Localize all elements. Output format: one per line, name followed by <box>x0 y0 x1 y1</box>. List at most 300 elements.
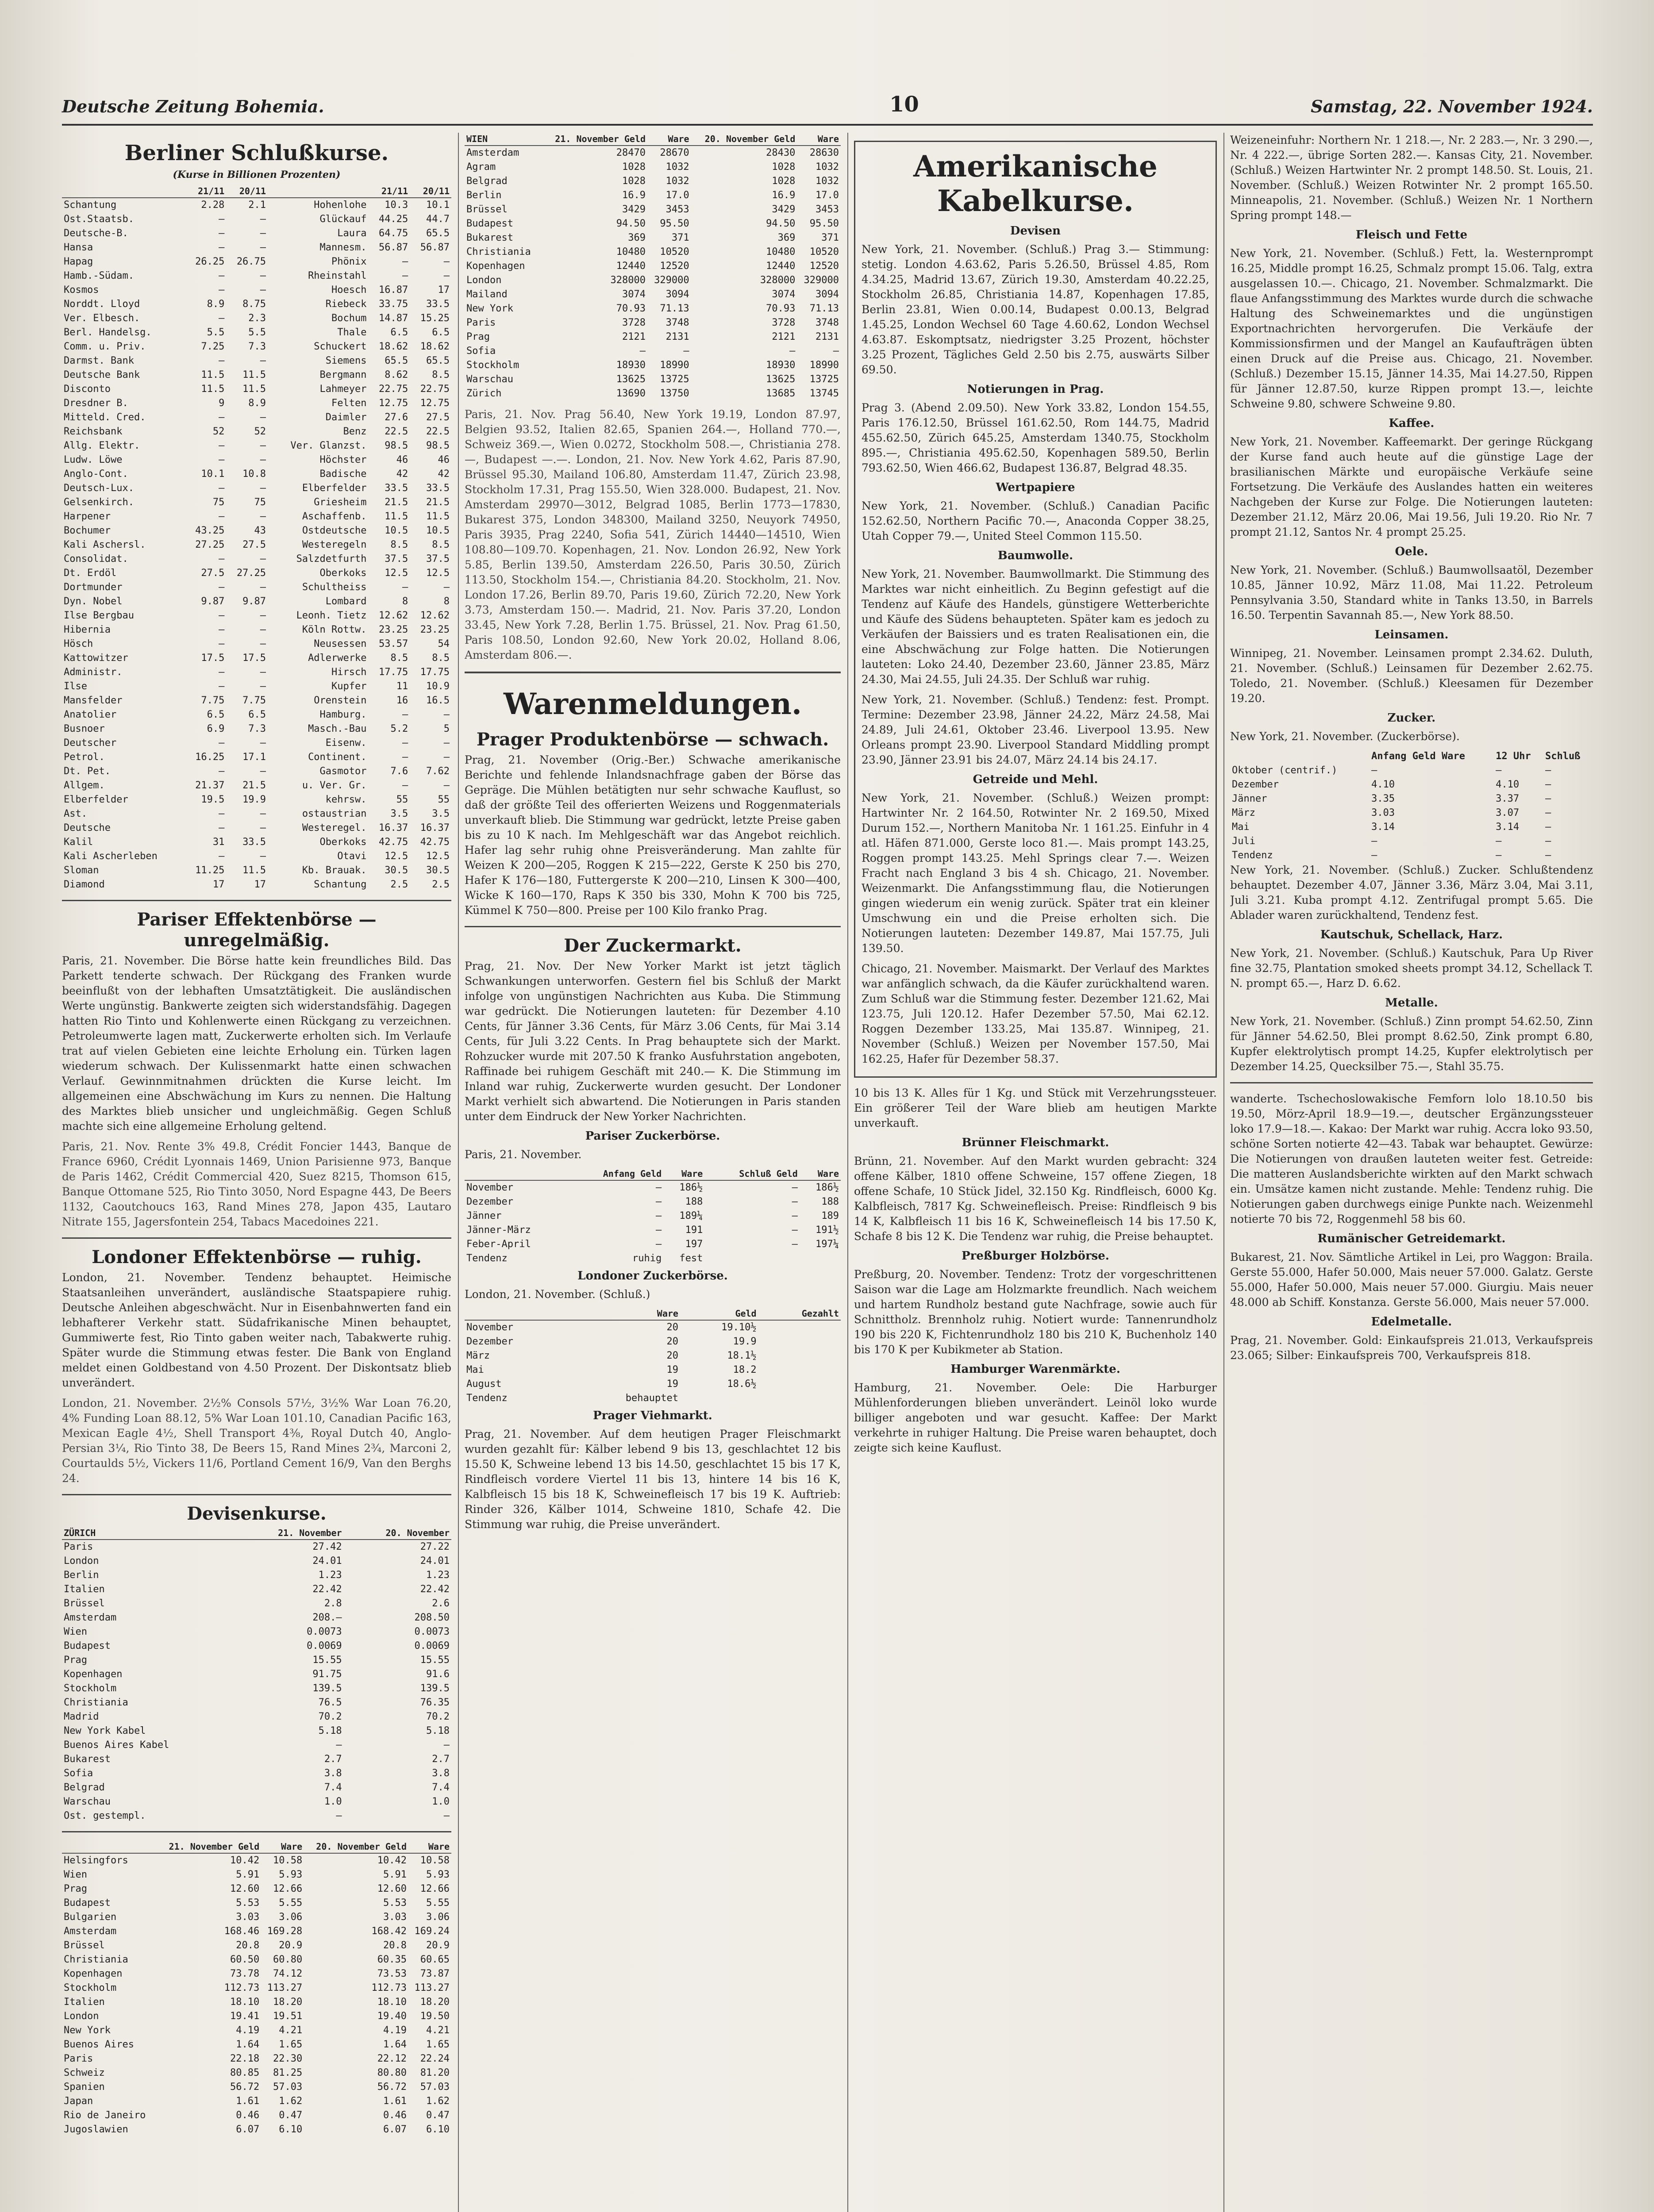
table-cell: Schultheiss <box>302 582 367 593</box>
table-cell: 12.66 <box>273 1883 303 1894</box>
table-cell: Italien <box>64 1584 105 1595</box>
berlin-quote-row <box>62 411 451 425</box>
table-cell: 1.65 <box>279 2039 303 2050</box>
getreide-report: New York, 21. November. (Schluß.) Weizen prompt: Hartwinter Nr. 2 164.50, Rotwinter Nr. 2 169.50, Mixed Durum 152.—, Northern Manitoba Nr. 1 161.25. Einfuhr in 4 atl. Häfen 871.000, Gerste loco 81.—. Mais prompt 143.25, Roggen prompt 143.25. Mehl Springs clear 7.—. Weizen Fracht nach England 3 bis 4 sh. Chicago, 21. November. Weizenmarkt. Die Anfangsstimmung flau, die Notierungen gingen wiederum ein wenig zurück. Später trat ein kleiner Umschwung ein und die Preise erholten sich. Die Notierungen lauteten: Dezember 149.87, Mai 157.75, Juli 139.50. <box>862 791 1209 955</box>
table-cell: 1.0 <box>324 1796 342 1807</box>
berlin-quote-row <box>62 311 451 326</box>
table-cell: 27.25 <box>236 568 266 579</box>
zurich-rate-row <box>62 1767 451 1781</box>
berlin-quote-row <box>62 595 451 609</box>
table-cell: 22.75 <box>378 384 408 395</box>
wien-rate-row <box>465 203 841 217</box>
table-cell: — <box>219 553 225 565</box>
table-cell: 9.87 <box>242 596 266 607</box>
table-cell: 18.1½ <box>727 1350 757 1361</box>
table-cell <box>758 1320 841 1335</box>
table-cell: 1032 <box>665 176 689 187</box>
table-cell: 3748 <box>665 317 689 328</box>
devisen-heading: Devisenkurse. <box>187 1503 327 1524</box>
table-cell: 3453 <box>815 204 839 215</box>
table-cell: 27.5 <box>201 568 225 579</box>
table-cell: 24.01 <box>420 1555 450 1567</box>
prager-produkten-heading: Prager Produktenbörse — schwach. <box>476 729 829 750</box>
zurich-rate-row <box>62 1809 451 1823</box>
table-cell: 13750 <box>660 388 689 399</box>
table-cell: Wien <box>64 1869 87 1880</box>
table-cell: Lombard <box>325 596 367 607</box>
table-cell: Harpener <box>64 511 111 522</box>
table-cell: — <box>655 1210 662 1221</box>
table-cell: 22.24 <box>420 2053 450 2064</box>
table-cell: 65.5 <box>385 355 408 366</box>
table-cell: 4.21 <box>279 2025 303 2036</box>
berlin-devisen-row <box>62 2080 451 2094</box>
table-cell: 30.5 <box>385 865 408 876</box>
table-cell: 0.0069 <box>414 1640 450 1651</box>
table-cell: 18.62 <box>378 341 408 352</box>
viehmarkt-heading: Prager Viehmarkt. <box>593 1409 712 1422</box>
hamburger-subheading: Hamburger Warenmärkte. <box>950 1363 1120 1376</box>
table-cell: 3.5 <box>390 808 408 819</box>
table-cell: — <box>260 242 266 253</box>
table-cell: 91.75 <box>312 1669 342 1680</box>
wien-rate-row <box>465 387 841 401</box>
prager-produkten-report: Prag, 21. November (Orig.-Ber.) Schwache amerikanische Berichte und fehlende Inlandsnachfrage gaben der Börse das Gepräge. Die Mühlen betätigten nur sehr schwache Kauflust, so daß der größte Teil des offerierten Weizens und Roggenmaterials unverkauft blieb. Die Stimmung war gedrückt, letzte Preise gaben bis zu 10 K nach. Im Mehlgeschäft war das Angebot reichlich. Hafer lag sehr ruhig ohne Preisveränderung. Man zahlte für Weizen K 200—205, Roggen K 215—222, Gerste K 250 bis 270, Hafer K 176—180, Futtergerste K 200—210, Linsen K 300—400, Wicke K 160—170, Raps K 350 bis 330, Mohn K 700 bis 725, Kümmel K 750—800. Preise per 100 Kilo franko Prag. <box>465 753 841 917</box>
table-cell: 5.55 <box>279 1897 303 1909</box>
table-cell: Kupfer <box>331 681 367 692</box>
table-cell: 17.5 <box>201 653 225 664</box>
table-cell: 1028 <box>772 161 796 173</box>
berlin-quote-row <box>62 651 451 665</box>
table-cell: Anatolier <box>64 709 117 720</box>
table-cell: 13745 <box>809 388 839 399</box>
table-cell: Kopenhagen <box>64 1968 123 1979</box>
table-cell: — <box>789 346 796 357</box>
table-cell: 95.50 <box>809 218 839 229</box>
table-cell: 3728 <box>622 317 646 328</box>
table-cell: — <box>219 270 225 281</box>
pariser-zucker-table <box>465 1167 841 1266</box>
table-cell: 6.9 <box>207 723 225 734</box>
getreide-continuation: Weizeneinfuhr: Northern Nr. 1 218.—, Nr. 2 283.—, Nr. 3 290.—, Nr. 4 222.—, übrige Sorten 282.—. Kansas City, 21. November. (Schluß.) Weizen Hartwinter Nr. 2 prompt 148.50. St. Louis, 21. November. (Schluß.) Weizen Rotwinter Nr. 2 prompt 165.50. Minneapolis, 21. November. (Schluß.) Weizen Nr. 1 Northern Spring prompt 148.— <box>1230 134 1593 222</box>
table-cell: Lahmeyer <box>319 384 367 395</box>
table-cell: 73.87 <box>420 1968 450 1979</box>
table-cell: 10520 <box>660 246 689 257</box>
table-cell: Ver. Elbesch. <box>64 313 140 324</box>
table-header-cell: WIEN <box>465 133 541 146</box>
table-cell: Siemens <box>325 355 367 366</box>
table-cell: — <box>219 737 225 749</box>
table-cell: — <box>219 766 225 777</box>
table-header-cell: ZÜRICH <box>62 1527 236 1540</box>
section-rule <box>62 1831 451 1832</box>
table-cell: 9.87 <box>201 596 225 607</box>
table-cell: — <box>260 582 266 593</box>
table-cell: Berlin <box>64 1570 99 1581</box>
table-cell: Benz <box>343 426 367 437</box>
table-cell: Phönix <box>331 256 367 267</box>
berlin-quote-row <box>62 524 451 538</box>
table-cell: 4.19 <box>236 2025 260 2036</box>
table-cell: 197 <box>685 1239 703 1250</box>
table-cell: — <box>402 780 408 791</box>
table-cell: 10.1 <box>426 200 450 211</box>
table-header-cell: Ware <box>797 133 841 146</box>
londoner-zucker-row <box>465 1377 841 1391</box>
wien-rate-row <box>465 174 841 188</box>
table-cell: 17 <box>254 879 266 890</box>
table-cell: 12440 <box>766 261 796 272</box>
table-cell: 19 <box>666 1379 678 1390</box>
london-quotes: London, 21. November. 2½% Consols 57½, 3½% War Loan 76.20, 4% Funding Loan 88.12, 5% War Loan 101.10, Canadian Pacific 163, Mexican Eagle 4½, Shell Transport 4⅜, Royal Dutch 40, Anglo-Persian 3¼, Rio Tinto 38, De Beers 15, Rand Mines 2¾, Marconi 2, Courtaulds 5½, Vickers 11/6, Portland Cement 16/9, Van den Berghs 24. <box>62 1397 451 1485</box>
table-cell: — <box>219 681 225 692</box>
table-cell: 75 <box>254 497 266 508</box>
table-cell: 20.9 <box>426 1940 450 1951</box>
ny-zucker-row <box>1230 792 1593 806</box>
table-cell: Amsterdam <box>64 1612 117 1623</box>
table-cell: 95.50 <box>660 218 689 229</box>
table-cell: — <box>1496 765 1502 776</box>
table-cell: 80.80 <box>377 2067 407 2078</box>
table-cell: Bochum <box>331 313 367 324</box>
table-cell: 7.62 <box>426 766 450 777</box>
hamburger-report: Hamburg, 21. November. Oele: Die Harburger Mühlenforderungen blieben unverändert. Leinöl loko wurde billiger angeboten und war gesucht. Kaffee: Der Markt verkehrte in ruhiger Haltung. Die Preise waren behauptet, doch zeigte sich keine Kauflust. <box>854 1381 1217 1454</box>
table-cell: 56.87 <box>420 242 450 253</box>
table-cell: Italien <box>64 1997 105 2008</box>
table-cell: 19.10½ <box>721 1322 757 1333</box>
berlin-quote-row <box>62 467 451 481</box>
table-cell: 33.5 <box>242 837 266 848</box>
table-cell: 18.2 <box>733 1364 757 1375</box>
fleisch-continuation: 10 bis 13 K. Alles für 1 Kg. und Stück mit Verzehrungssteuer. Ein größerer Teil der Ware blieb am heutigen Markte unverkauft. <box>854 1087 1217 1129</box>
table-cell: 191½ <box>815 1225 839 1236</box>
table-cell <box>758 1335 841 1349</box>
table-cell: Brüssel <box>466 204 508 215</box>
berlin-quote-row <box>62 623 451 637</box>
table-cell: 22.5 <box>426 426 450 437</box>
table-cell: 8.5 <box>432 539 450 550</box>
table-cell: Ost. gestempl. <box>64 1810 146 1821</box>
table-cell: 19.50 <box>420 2011 450 2022</box>
berlin-devisen-row <box>62 2009 451 2024</box>
table-header-cell <box>62 185 185 198</box>
table-cell: Wien <box>64 1626 87 1637</box>
table-cell: — <box>1545 822 1551 833</box>
table-cell: 12440 <box>616 261 646 272</box>
table-cell: — <box>1371 765 1377 776</box>
table-cell: Otavi <box>337 851 367 862</box>
table-cell: 76.5 <box>318 1697 342 1708</box>
table-cell: 197¼ <box>815 1239 839 1250</box>
table-cell: Rio de Janeiro <box>64 2110 146 2121</box>
table-cell: — <box>443 709 450 720</box>
table-cell: — <box>219 412 225 423</box>
ny-zucker-row <box>1230 834 1593 849</box>
table-cell: 3748 <box>815 317 839 328</box>
table-cell: 11.5 <box>426 511 450 522</box>
table-cell: Deutsche Bank <box>64 369 140 380</box>
kautschuk-subheading: Kautschuk, Schellack, Harz. <box>1320 928 1503 941</box>
zurich-rate-row <box>62 1696 451 1710</box>
table-cell: Reichsbank <box>64 426 123 437</box>
table-cell: 0.0073 <box>414 1626 450 1637</box>
rumaenische-subheading: Rumänischer Getreidemarkt. <box>1317 1232 1506 1245</box>
table-cell: 19.51 <box>273 2011 303 2022</box>
table-cell: 54 <box>438 638 450 649</box>
table-cell: Brüssel <box>64 1598 105 1609</box>
table-cell: Ilse Bergbau <box>64 610 134 621</box>
table-cell: — <box>443 752 450 763</box>
table-cell: 27.25 <box>195 539 225 550</box>
table-cell: 8.9 <box>248 398 266 409</box>
zurich-rate-row <box>62 1611 451 1625</box>
table-cell: — <box>260 638 266 649</box>
table-cell: 3074 <box>622 289 646 300</box>
berlin-devisen-row <box>62 2094 451 2108</box>
table-cell: 6.5 <box>248 709 266 720</box>
section-rule <box>62 1237 451 1239</box>
table-cell: — <box>219 610 225 621</box>
berlin-quote-row <box>62 453 451 467</box>
table-cell: kehrsw. <box>325 794 367 805</box>
table-cell: 1.64 <box>236 2039 260 2050</box>
table-cell: 17 <box>438 284 450 296</box>
table-cell: Bergmann <box>319 369 367 380</box>
table-cell: New York <box>466 303 513 314</box>
table-cell: 33.5 <box>426 483 450 494</box>
table-cell: 329000 <box>654 275 689 286</box>
table-cell: Belgrad <box>64 1782 105 1793</box>
table-cell: 17.0 <box>815 190 839 201</box>
edelmetalle-subheading: Edelmetalle. <box>1371 1315 1452 1329</box>
table-cell: — <box>260 766 266 777</box>
table-header-cell: Ware <box>408 1840 451 1853</box>
table-header-cell: 12 Uhr <box>1496 751 1531 762</box>
table-cell: — <box>260 483 266 494</box>
berlin-devisen-row <box>62 1981 451 1995</box>
berlin-quotes-table <box>62 185 451 892</box>
table-cell: Bochumer <box>64 525 111 536</box>
table-cell: 65.5 <box>426 228 450 239</box>
table-cell: 81.20 <box>420 2067 450 2078</box>
table-cell: 10.1 <box>201 469 225 480</box>
kabelkurse-box <box>854 141 1217 1078</box>
zurich-rate-row <box>62 1795 451 1809</box>
column-1 <box>62 133 451 2212</box>
zurich-rate-row <box>62 1682 451 1696</box>
table-cell: Hohenlohe <box>314 200 367 211</box>
wien-rate-row <box>465 146 841 160</box>
table-cell: Gelsenkirch. <box>64 497 134 508</box>
table-cell: Elberfelder <box>302 483 367 494</box>
pariser-zucker-row <box>465 1252 841 1266</box>
table-header-cell: 21. November Geld <box>157 1840 261 1853</box>
table-cell: Stockholm <box>64 1683 117 1694</box>
table-cell: 6.07 <box>236 2124 260 2135</box>
london-heading: Londoner Effektenbörse — ruhig. <box>92 1247 422 1267</box>
table-cell: 33.5 <box>385 483 408 494</box>
table-cell: Gasmotor <box>319 766 367 777</box>
table-cell: 53.57 <box>378 638 408 649</box>
table-cell: 18990 <box>809 360 839 371</box>
table-cell: 81.25 <box>273 2067 303 2078</box>
table-cell: Felten <box>331 398 367 409</box>
zurich-rate-row <box>62 1710 451 1724</box>
table-cell: 18990 <box>660 360 689 371</box>
table-cell: 112.73 <box>371 1982 407 1993</box>
table-cell: 2.6 <box>432 1598 450 1609</box>
table-cell: 4.10 <box>1496 779 1519 790</box>
table-cell: — <box>260 228 266 239</box>
table-cell: Schuckert <box>314 341 367 352</box>
table-cell: — <box>1496 850 1502 861</box>
table-cell: 0.46 <box>236 2110 260 2121</box>
table-cell: Prag <box>64 1655 87 1666</box>
table-cell: 0.0073 <box>307 1626 342 1637</box>
table-cell: 7.3 <box>248 723 266 734</box>
table-cell: Schantung <box>64 200 117 211</box>
table-cell: Allg. Elektr. <box>64 440 140 451</box>
table-cell: 19.41 <box>230 2011 260 2022</box>
table-cell: 19.40 <box>377 2011 407 2022</box>
berlin-quote-row <box>62 849 451 864</box>
hamburger-continuation: wanderte. Tschechoslowakische Femforn lolo 18.10.50 bis 19.50, Mörz-April 18.9—19.—, deutscher Ergänzungssteuer loko 17.9—18.—. Kakao: Der Markt war ruhig. Accra loko 93.50, schöne Sorten notierte 42—43. Tabak war behauptet. Gewürze: Die Notierungen von draußen lauteten weiter fest. Getreide: Die matteren Auslandsberichte wirkten auf den Markt schwach ein. Umsätze kamen nicht zustande. Mehle: Tendenz ruhig. Die Notierungen gaben durchwegs einige Punkte nach. Weizenmehl notierte 70 bis 72, Roggenmehl 58 bis 60. <box>1230 1092 1593 1225</box>
table-cell: 18.20 <box>273 1997 303 2008</box>
wertpapiere-subheading: Wertpapiere <box>996 481 1075 494</box>
fleisch-subheading: Fleisch und Fette <box>1355 228 1468 242</box>
table-cell: 2.7 <box>432 1754 450 1765</box>
table-cell: — <box>1545 793 1551 804</box>
table-cell: Sofia <box>64 1768 93 1779</box>
table-cell: — <box>260 553 266 565</box>
edelmetalle-report: Prag, 21. November. Gold: Einkaufspreis 21.013, Verkaufspreis 23.065; Silber: Einkaufspreis 700, Verkaufspreis 818. <box>1230 1334 1593 1362</box>
wien-rate-row <box>465 288 841 302</box>
table-cell: Agram <box>466 161 496 173</box>
table-cell: 328000 <box>760 275 796 286</box>
column-3 <box>854 133 1217 2212</box>
table-cell: 2121 <box>772 331 796 342</box>
table-cell: 19.9 <box>242 794 266 805</box>
table-cell: 10.58 <box>273 1855 303 1866</box>
table-cell: — <box>792 1210 798 1221</box>
table-cell: Bukarest <box>466 232 513 243</box>
table-cell: 208.— <box>312 1612 342 1623</box>
berlin-devisen-row <box>62 1953 451 1967</box>
column-rule <box>458 133 459 2212</box>
table-cell: 46 <box>438 454 450 465</box>
table-cell: 4.21 <box>426 2025 450 2036</box>
table-cell: Dezember <box>1232 779 1279 790</box>
table-cell: Warschau <box>466 374 513 385</box>
table-cell: 16.9 <box>772 190 796 201</box>
table-cell: 28430 <box>766 147 796 158</box>
table-cell: Schweiz <box>64 2067 105 2078</box>
pressburger-report: Preßburg, 20. November. Tendenz: Trotz der vorgeschrittenen Saison war die Lage am Holzmarkte freundlich. Nach weichem und hartem Rundholz bestand gute Nachfrage, sowie auch für Schnittholz. Brennholz ruhig. Notiert wurde: Tannenrundholz 190 bis 220 K, Fichtenrundholz 180 bis 210 K, Buchenholz 140 bis 170 K per Kubikmeter ab Station. <box>854 1268 1217 1356</box>
table-cell: 15.55 <box>420 1655 450 1666</box>
table-cell: Hoesch <box>331 284 367 296</box>
kabelkurse-heading: Amerikanische Kabelkurse. <box>913 149 1158 218</box>
table-cell: — <box>219 242 225 253</box>
table-cell: Köln Rottw. <box>302 624 367 635</box>
berlin-devisen-row <box>62 1995 451 2009</box>
berlin-quote-row <box>62 269 451 283</box>
table-cell: 5.18 <box>318 1725 342 1736</box>
table-cell: 3094 <box>815 289 839 300</box>
table-cell: 80.85 <box>230 2067 260 2078</box>
table-cell: 27.5 <box>242 539 266 550</box>
masthead-newspaper-name: Deutsche Zeitung Bohemia. <box>62 96 324 116</box>
table-cell: Thale <box>337 327 367 338</box>
table-cell: 3429 <box>772 204 796 215</box>
table-cell: fest <box>679 1253 703 1264</box>
table-cell: — <box>260 681 266 692</box>
table-header-cell: 20/11 <box>410 185 451 198</box>
table-cell: — <box>443 737 450 749</box>
table-cell: 11.5 <box>201 384 225 395</box>
table-cell: — <box>1545 836 1551 847</box>
table-cell: 8 <box>402 596 408 607</box>
table-cell: 3.37 <box>1496 793 1519 804</box>
zucker-report: New York, 21. November. (Schluß.) Zucker. Schlußtendenz behauptet. Dezember 4.07, Jänner 3.36, März 3.04, Mai 3.11, Juli 3.21. Kuba prompt 4.12. Zentrifugal prompt 5.65. Die Ablader waren zurückhaltend, Tendenz fest. <box>1230 864 1593 922</box>
table-cell: 74.12 <box>273 1968 303 1979</box>
table-cell: 5.53 <box>383 1897 407 1909</box>
berlin-devisen-table <box>62 1840 451 2137</box>
table-cell: 21.5 <box>426 497 450 508</box>
table-cell: — <box>219 313 225 324</box>
table-cell: — <box>402 270 408 281</box>
devisen-report: New York, 21. November. (Schluß.) Prag 3.— Stimmung: stetig. London 4.63.62, Paris 5.26.50, Brüssel 4.85, Rom 4.34.25, Madrid 13.67, Zürich 19.30, Amsterdam 40.22.25, Stockholm 26.85, Christiania 14.87, Kopenhagen 17.85, Berlin 23.81, Wien 0.00.14, Budapest 0.00.13, Belgrad 1.45.25, London Wechsel 60 Tage 4.60.62, London Wechsel 4.63.87. Eskomptsatz, niedrigster 3.25 Prozent, höchster 3.25 Prozent, Tägliches Geld 2.50 bis 2.75, auswärts Silber 69.50. <box>862 243 1209 376</box>
table-cell: Mai <box>466 1364 484 1375</box>
table-cell: 10520 <box>809 246 839 257</box>
table-cell: 55 <box>396 794 408 805</box>
berlin-devisen-row <box>62 2066 451 2080</box>
table-cell: — <box>260 808 266 819</box>
table-cell: — <box>1371 850 1377 861</box>
berlin-quote-row <box>62 821 451 835</box>
table-cell: Continent. <box>308 752 367 763</box>
table-cell: Ostdeutsche <box>302 525 367 536</box>
table-cell: 52 <box>254 426 266 437</box>
page-number: 10 <box>889 92 919 117</box>
table-cell: 42.75 <box>420 837 450 848</box>
table-cell: November <box>466 1182 513 1193</box>
wien-rate-row <box>465 245 841 259</box>
table-cell: 2.1 <box>248 200 266 211</box>
table-cell: 12.62 <box>378 610 408 621</box>
table-header-cell: Geld <box>680 1307 758 1320</box>
table-cell: Tendenz <box>1232 850 1273 861</box>
table-cell: 52 <box>212 426 225 437</box>
table-cell: 10.42 <box>230 1855 260 1866</box>
table-header-cell <box>268 185 368 198</box>
berlin-quote-row <box>62 864 451 878</box>
table-cell: 21.5 <box>385 497 408 508</box>
ny-zucker-row <box>1230 806 1593 820</box>
table-cell: Deutsch-Lux. <box>64 483 134 494</box>
londoner-zucker-row <box>465 1391 841 1406</box>
londoner-zucker-row <box>465 1349 841 1363</box>
table-cell: Hansa <box>64 242 93 253</box>
table-cell: Dezember <box>466 1196 513 1207</box>
table-cell: ruhig <box>632 1253 662 1264</box>
berlin-devisen-row <box>62 1882 451 1896</box>
table-cell: 1.23 <box>318 1570 342 1581</box>
table-cell: 30.5 <box>426 865 450 876</box>
column-rule <box>1223 133 1224 2212</box>
table-cell: 12.62 <box>420 610 450 621</box>
table-cell: 20 <box>666 1336 678 1347</box>
table-cell: 12.75 <box>378 398 408 409</box>
